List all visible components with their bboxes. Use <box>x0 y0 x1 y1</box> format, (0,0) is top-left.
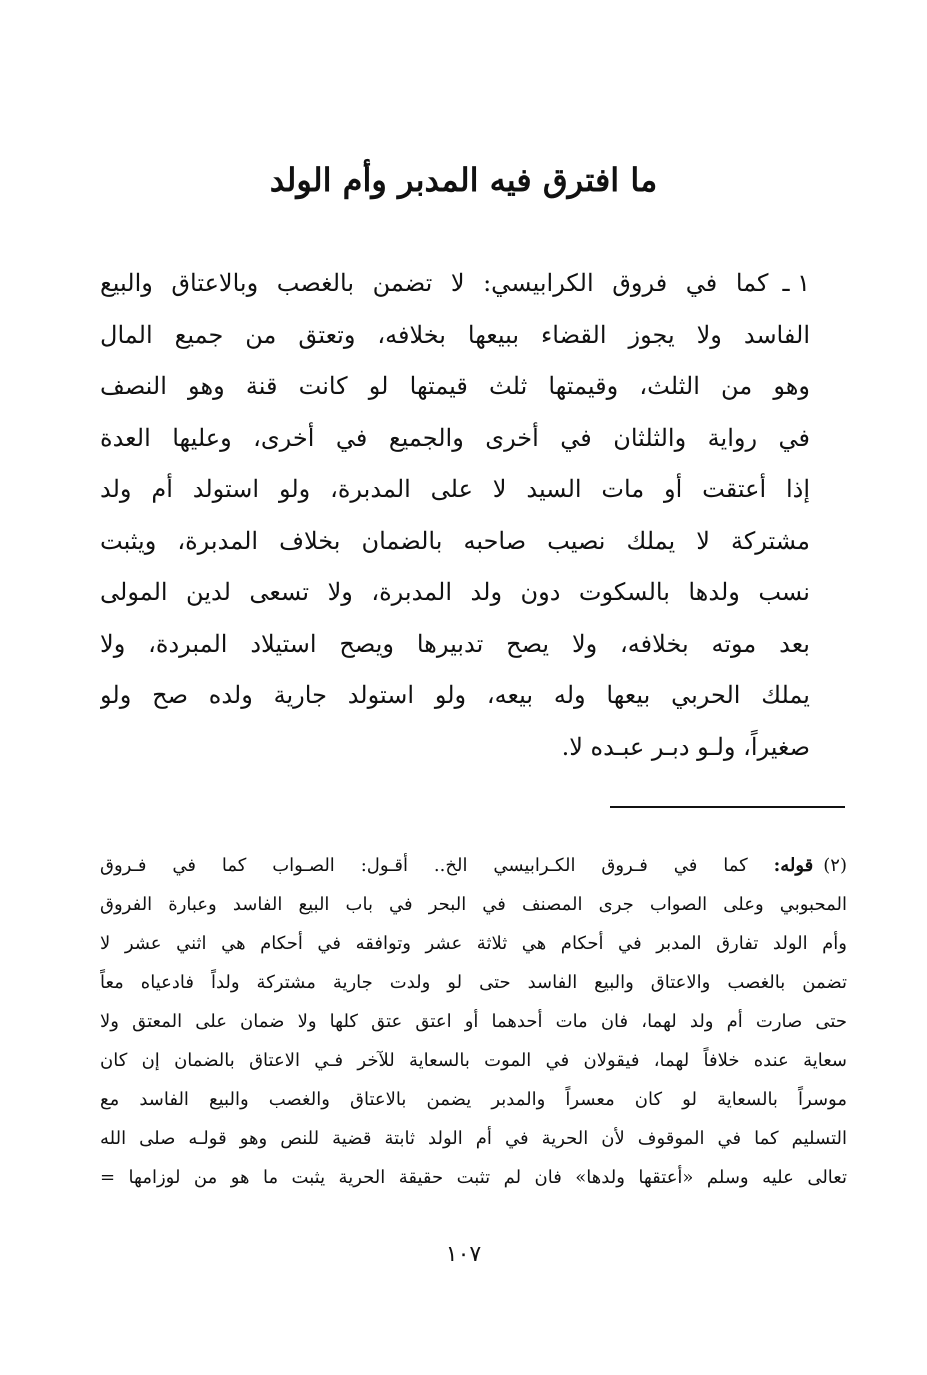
main-text-line <box>100 258 810 310</box>
footnote-line: وأم الولد تفارق المدبر في أحكام هي ثلاثة عشر وتوافقه في أحكام هي اثني عشر لا <box>100 933 847 954</box>
main-text-line: نسب ولدها بالسكوت دون ولد المدبرة، ولا تسعى لدين المولى <box>100 578 810 606</box>
main-text-line: صغيراً، ولـو دبـر عبـده لا. <box>561 732 810 761</box>
footnote-lemma: قوله: <box>773 855 814 876</box>
main-text-line: بعد موته بخلافه، ولا يصح تدبيرها ويصح استيلاد المبردة، ولا <box>100 629 810 658</box>
footnote-separator <box>610 806 845 808</box>
page-number: ١٠٧ <box>445 1242 482 1267</box>
main-text-line: مشتركة لا يملك نصيب صاحبه بالضمان بخلاف المدبرة، ويثبت <box>100 526 810 555</box>
footnote-line: تعالى عليه وسلم «أعتقها ولدها» فان لم تثبت حقيقة الحرية يثبت ما هو من لوزامها = <box>100 1167 847 1188</box>
main-text-line: الفاسد ولا يجوز القضاء ببيعها بخلافه، وتعتق من جميع المال <box>100 320 810 349</box>
footnote <box>100 846 847 1197</box>
footnote-line: سعاية عنده خلافاً لهما، فيقولان في الموت بالسعاية للآخر فـي الاعتاق بالضمان إن كان <box>100 1050 847 1071</box>
item-number: ١ ـ <box>782 269 810 297</box>
main-text-line-content: كما في فروق الكرابيسي: لا تضمن بالغصب وبالاعتاق والبيع <box>100 269 769 297</box>
chapter-title: ما افترق فيه المدبر وأم الولد <box>269 161 658 199</box>
footnote-line: حتى صارت أم ولد لهما، فان مات أحدهما أو اعتق عتق كلها ولا ضمان على المعتق ولا <box>100 1011 847 1032</box>
main-text-line: في رواية والثلثان في أخرى والجميع في أخرى، وعليها العدة <box>100 423 810 452</box>
footnote-line: التسليم كما في الموقوف لأن الحرية في أم الولد ثابتة قضية للنص وهو قولـه صلى الله <box>100 1128 847 1149</box>
footnote-marker: (٢) <box>823 855 847 876</box>
footnote-line: المحبوبي وعلى الصواب جرى المصنف في البحر في باب البيع الفاسد وعبارة الفروق <box>100 894 847 915</box>
footnote-line: تضمن بالغصب والاعتاق والبيع الفاسد حتى لو ولدت جارية مشتركة ولداً فادعياه معاً <box>100 972 847 993</box>
main-text <box>100 258 810 773</box>
footnote-line: موسراً بالسعاية لو كان معسراً والمدبر يضمن بالاعتاق والغصب والبيع الفاسد مع <box>100 1089 847 1110</box>
footnote-line-content: كما في فـروق الكـرابيسي الخ.. أقـول: الصـواب كما في فـروق <box>100 855 748 876</box>
main-text-line: يملك الحربي بيعها وله بيعه، ولو استولد جارية ولده صح ولو <box>100 681 810 709</box>
main-text-line: إذا أعتقت أو مات السيد لا على المدبرة، ولو استولد أم ولد <box>100 475 810 503</box>
main-text-line: وهو من الثلث، وقيمتها ثلث قيمتها لو كانت قنة وهو النصف <box>100 372 810 400</box>
footnote-line <box>100 846 847 885</box>
